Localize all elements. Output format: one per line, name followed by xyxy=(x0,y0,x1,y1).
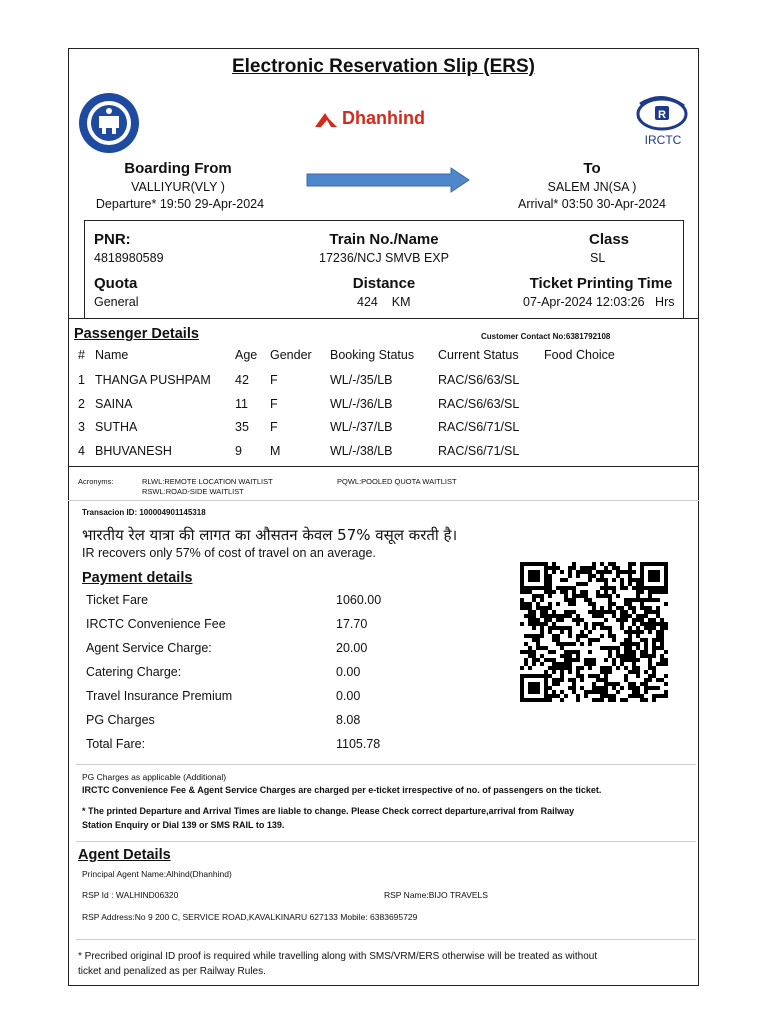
boarding-label: Boarding From xyxy=(124,160,232,177)
passenger-details-title: Passenger Details xyxy=(74,326,199,342)
acronym-rswl: RSWL:ROAD-SIDE WAITLIST xyxy=(142,487,244,496)
acronym-pqwl: PQWL:POOLED QUOTA WAITLIST xyxy=(337,477,457,486)
qr-code-icon xyxy=(520,562,668,702)
train-value: 17236/NCJ SMVB EXP xyxy=(319,251,449,265)
irctc-label: IRCTC xyxy=(644,133,682,147)
table-cell: RAC/S6/63/SL xyxy=(438,397,520,411)
payment-value: 1060.00 xyxy=(336,593,382,607)
quota-value: General xyxy=(94,295,139,309)
column-header: Name xyxy=(95,348,129,362)
table-cell: 42 xyxy=(235,373,249,387)
payment-value: 20.00 xyxy=(336,641,368,655)
divider xyxy=(76,841,696,842)
distance-value: 424 KM xyxy=(357,295,411,309)
table-cell: RAC/S6/63/SL xyxy=(438,373,520,387)
table-cell: 1 xyxy=(78,373,85,387)
divider xyxy=(68,466,699,467)
pg-charges-note: PG Charges as applicable (Additional) xyxy=(82,772,227,782)
table-cell: 35 xyxy=(235,420,249,434)
table-cell: WL/-/38/LB xyxy=(330,444,393,458)
distance-label: Distance xyxy=(352,275,416,292)
id-proof-note-line2: ticket and penalized as per Railway Rules. xyxy=(78,966,266,977)
payment-value: 0.00 xyxy=(336,665,361,679)
payment-value: 17.70 xyxy=(336,617,368,631)
printing-value: 07-Apr-2024 12:03:26 Hrs xyxy=(523,295,675,309)
transaction-id: Transacion ID: 100004901145318 xyxy=(82,508,206,517)
to-station: SALEM JN(SA ) xyxy=(547,180,637,194)
dhanhind-logo-icon xyxy=(313,111,339,129)
to-label: To xyxy=(583,160,601,177)
column-header: Current Status xyxy=(438,348,519,362)
customer-contact: Customer Contact No:6381792108 xyxy=(481,332,611,341)
table-cell: SAINA xyxy=(95,397,133,411)
table-cell: F xyxy=(270,373,278,387)
agent-details-title: Agent Details xyxy=(78,847,171,863)
payment-label: PG Charges xyxy=(86,713,155,727)
table-cell: WL/-/37/LB xyxy=(330,420,393,434)
divider xyxy=(84,220,683,221)
irctc-logo-icon xyxy=(634,92,690,132)
table-cell: SUTHA xyxy=(95,420,138,434)
boarding-station: VALLIYUR(VLY ) xyxy=(131,180,225,194)
table-cell: 11 xyxy=(235,397,248,411)
payment-value: 0.00 xyxy=(336,689,361,703)
payment-label: Ticket Fare xyxy=(86,593,149,607)
table-cell: WL/-/36/LB xyxy=(330,397,393,411)
column-header: Food Choice xyxy=(544,348,615,362)
divider xyxy=(76,939,696,940)
table-cell: THANGA PUSHPAM xyxy=(95,373,211,387)
divider xyxy=(84,220,85,318)
divider xyxy=(68,500,699,501)
pnr-value: 4818980589 xyxy=(94,251,164,265)
table-cell: RAC/S6/71/SL xyxy=(438,444,520,458)
table-cell: F xyxy=(270,397,278,411)
arrival-time: Arrival* 03:50 30-Apr-2024 xyxy=(518,197,666,211)
timing-note-line1: * The printed Departure and Arrival Times are liable to change. Please Check correct departure,arrival from Railway xyxy=(82,806,575,816)
rsp-id: RSP Id : WALHIND06320 xyxy=(82,890,179,900)
brand-name: Dhanhind xyxy=(342,108,425,128)
cost-recovery-note: IR recovers only 57% of cost of travel on an average. xyxy=(82,546,376,560)
divider xyxy=(76,764,696,765)
column-header: Gender xyxy=(270,348,312,362)
payment-label: IRCTC Convenience Fee xyxy=(86,617,226,631)
column-header: Booking Status xyxy=(330,348,415,362)
table-cell: 4 xyxy=(78,444,85,458)
divider xyxy=(683,220,684,318)
class-value: SL xyxy=(590,251,606,265)
table-cell: WL/-/35/LB xyxy=(330,373,393,387)
table-cell: 3 xyxy=(78,420,85,434)
column-header: Age xyxy=(235,348,258,362)
payment-details-title: Payment details xyxy=(82,570,193,586)
departure-time: Departure* 19:50 29-Apr-2024 xyxy=(95,197,265,211)
column-header: # xyxy=(78,348,85,362)
table-cell: 9 xyxy=(235,444,242,458)
class-label: Class xyxy=(588,231,630,248)
train-label: Train No./Name xyxy=(329,231,439,248)
acronyms-label: Acronyms: xyxy=(78,477,114,486)
hindi-note: भारतीय रेल यात्रा की लागत का औसतन केवल 57% वसूल करती है। xyxy=(82,526,458,544)
table-cell: M xyxy=(270,444,281,458)
payment-value: 1105.78 xyxy=(336,737,381,751)
pnr-label: PNR: xyxy=(94,231,131,248)
payment-value: 8.08 xyxy=(336,713,361,727)
journey-arrow-icon xyxy=(306,167,471,193)
table-cell: 2 xyxy=(78,397,85,411)
payment-label: Travel Insurance Premium xyxy=(86,689,233,703)
timing-note-line2: Station Enquiry or Dial 139 or SMS RAIL to 139. xyxy=(82,820,285,830)
payment-label: Agent Service Charge: xyxy=(86,641,212,655)
divider xyxy=(68,318,699,319)
table-cell: F xyxy=(270,420,278,434)
quota-label: Quota xyxy=(94,275,138,292)
printing-label: Ticket Printing Time xyxy=(529,275,673,292)
rsp-name: RSP Name:BIJO TRAVELS xyxy=(384,890,488,900)
principal-agent: Principal Agent Name:Alhind(Dhanhind) xyxy=(82,869,232,879)
table-cell: BHUVANESH xyxy=(95,444,172,458)
indian-railways-seal-icon xyxy=(78,92,140,154)
rsp-address: RSP Address:No 9 200 C, SERVICE ROAD,KAVALKINARU 627133 Mobile: 6383695729 xyxy=(82,912,418,922)
table-cell: RAC/S6/71/SL xyxy=(438,420,520,434)
acronym-rlwl: RLWL:REMOTE LOCATION WAITLIST xyxy=(142,477,273,486)
convenience-fee-note: IRCTC Convenience Fee & Agent Service Charges are charged per e-ticket irrespective of no. of passengers on the ticket. xyxy=(82,785,602,795)
payment-label: Total Fare: xyxy=(86,737,146,751)
payment-label: Catering Charge: xyxy=(86,665,182,679)
svg-text:R: R xyxy=(658,109,666,121)
page-title: Electronic Reservation Slip (ERS) xyxy=(231,56,536,77)
id-proof-note-line1: * Precribed original ID proof is required while travelling along with SMS/VRM/ERS otherwise will be treated as without xyxy=(78,951,598,962)
